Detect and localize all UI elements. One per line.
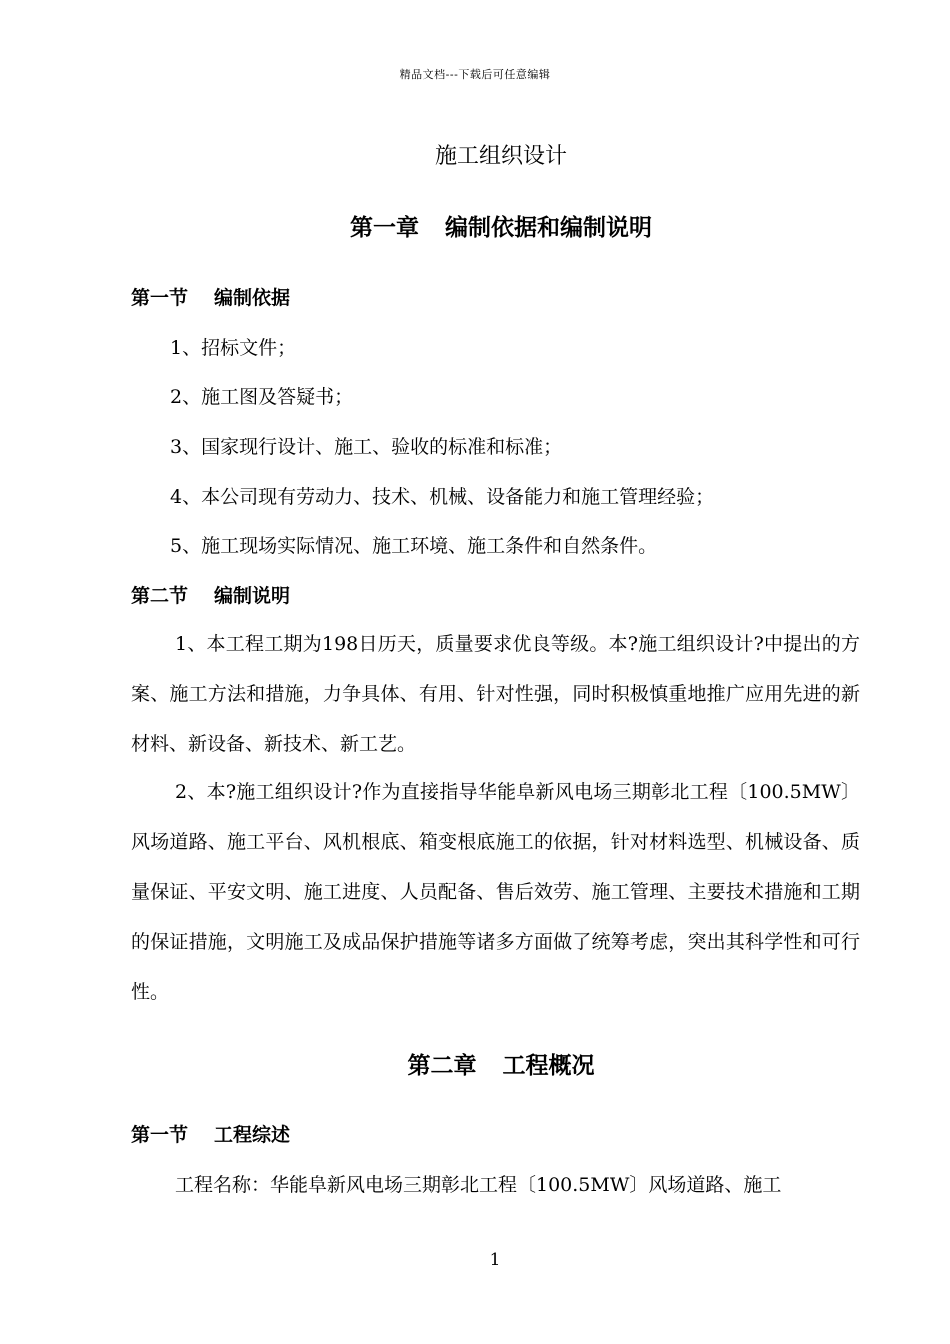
chapter-1-heading — [0, 209, 950, 242]
explanation-paragraph: 2、本?施工组织设计?作为直接指导华能阜新风电场三期彰北工程〔100.5MW〕风场道路、施工平台、风机根底、箱变根底施工的依据，针对材料选型、机械设备、质量保证、平安文明、施工进度、人员配备、售后效劳、施工管理、主要技术措施和工期的保证措施，文明施工及成品保护措施等诸多方面做了统筹考虑，突出其科学性和可行性。 — [131, 781, 860, 1003]
section-2-label: 第二节 — [131, 585, 189, 607]
section-3-heading — [131, 1120, 290, 1147]
basis-item: 4、本公司现有劳动力、技术、机械、设备能力和施工管理经验； — [170, 486, 715, 508]
section-2-title: 编制说明 — [214, 585, 291, 607]
chapter-2-label: 第二章 — [407, 1053, 477, 1079]
document-title: 施工组织设计 — [434, 144, 567, 169]
chapter-2-heading — [0, 1047, 950, 1080]
section-1-heading — [131, 283, 290, 310]
chapter-1-label: 第一章 — [350, 215, 419, 241]
project-name-line: 工程名称：华能阜新风电场三期彰北工程〔100.5MW〕风场道路、施工 — [175, 1174, 782, 1196]
basis-item: 5、施工现场实际情况、施工环境、施工条件和自然条件。 — [170, 535, 658, 557]
section-3-title: 工程综述 — [214, 1124, 291, 1146]
basis-item: 2、施工图及答疑书； — [170, 386, 354, 408]
page-header: 精品文档---下载后可任意编辑 — [399, 68, 551, 81]
basis-item: 1、招标文件； — [170, 337, 297, 359]
chapter-2-title: 工程概况 — [502, 1053, 595, 1079]
section-2-heading — [131, 581, 290, 608]
section-1-label: 第一节 — [131, 287, 189, 309]
section-1-title: 编制依据 — [214, 287, 291, 309]
section-3-label: 第一节 — [131, 1124, 189, 1146]
chapter-1-title: 编制依据和编制说明 — [445, 215, 652, 241]
explanation-paragraph: 1、本工程工期为198日历天，质量要求优良等级。本?施工组织设计?中提出的方案、施工方法和措施，力争具体、有用、针对性强，同时积极慎重地推广应用先进的新材料、新设备、新技术、新工艺。 — [131, 633, 860, 755]
basis-item: 3、国家现行设计、施工、验收的标准和标准； — [170, 436, 563, 458]
page-number: 1 — [489, 1250, 501, 1270]
